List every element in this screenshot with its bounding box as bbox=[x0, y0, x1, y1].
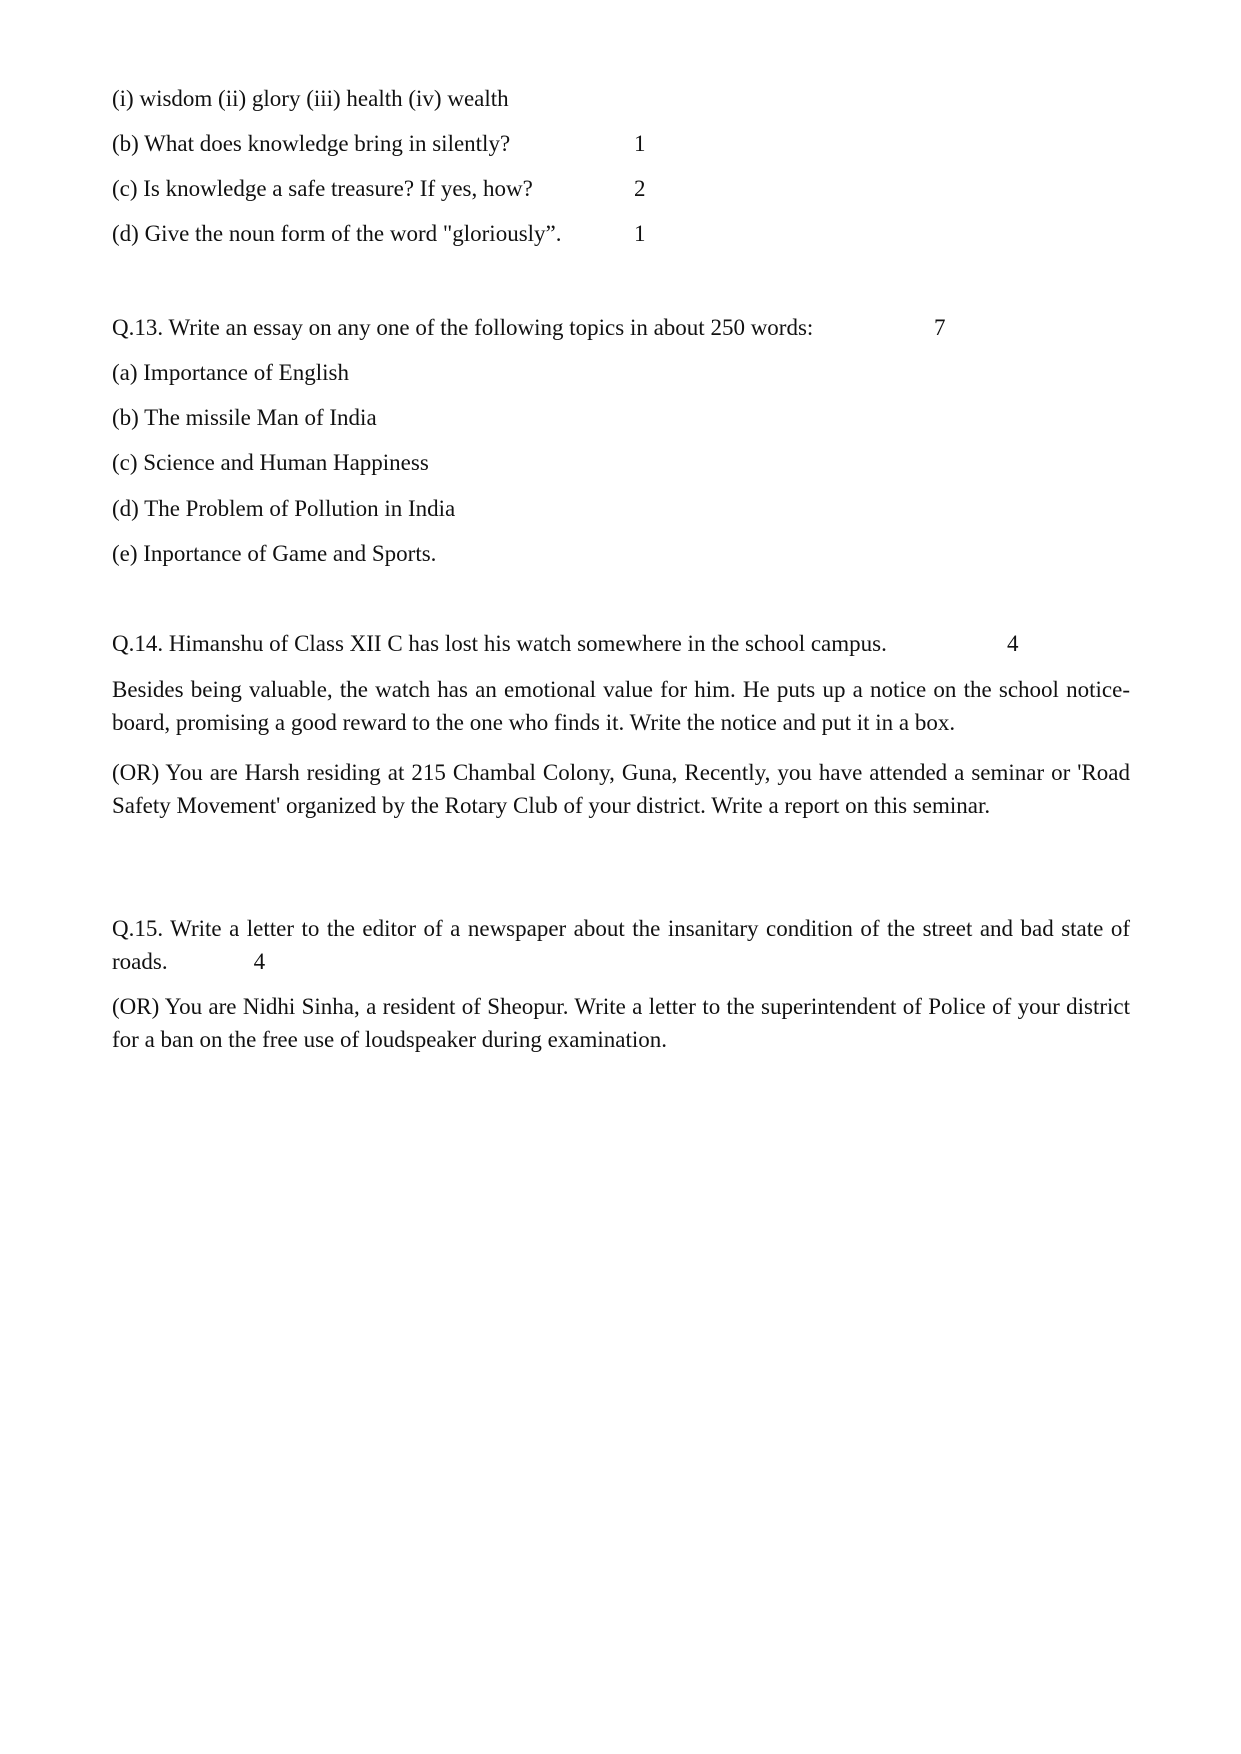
q14-marks: 4 bbox=[1007, 631, 1019, 656]
q13-topic-c: (c) Science and Human Happiness bbox=[112, 450, 429, 475]
q13-topic-e: (e) Inportance of Game and Sports. bbox=[112, 541, 437, 566]
q15-marks: 4 bbox=[253, 949, 266, 974]
q13-marks: 7 bbox=[934, 315, 946, 340]
q14-question: Q.14. Himanshu of Class XII C has lost his watch somewhere in the school campus. bbox=[112, 631, 887, 656]
q13-topic-b: (b) The missile Man of India bbox=[112, 405, 377, 430]
q15-or-text: (OR) You are Nidhi Sinha, a resident of Sheopur. Write a letter to the superintendent of Police of your district for a ban on the free use of loudspeaker during examination. bbox=[112, 994, 1130, 1052]
q15-question-text: Q.15. Write a letter to the editor of a newspaper about the insanitary condition of the street and bad state of roads. bbox=[112, 916, 1130, 974]
q14-or-text: (OR) You are Harsh residing at 215 Chambal Colony, Guna, Recently, you have attended a seminar or 'Road Safety Movement' organized by the Rotary Club of your district. Write a report on this seminar. bbox=[112, 760, 1130, 818]
q12-item-c-marks: 2 bbox=[634, 176, 646, 201]
q12-item-d-marks: 1 bbox=[634, 221, 646, 246]
q13-topic-d: (d) The Problem of Pollution in India bbox=[112, 496, 456, 521]
q12-item-c: (c) Is knowledge a safe treasure? If yes, how? bbox=[112, 176, 533, 201]
q13-question: Q.13. Write an essay on any one of the following topics in about 250 words: bbox=[112, 315, 814, 340]
q15-question bbox=[112, 912, 1130, 978]
q12-item-b: (b) What does knowledge bring in silently? bbox=[112, 131, 511, 156]
q14-body: Besides being valuable, the watch has an emotional value for him. He puts up a notice on the school notice-board, promising a good reward to the one who finds it. Write the notice and put it in a box. bbox=[112, 677, 1130, 735]
q13-topic-a: (a) Importance of English bbox=[112, 360, 349, 385]
q12-item-d: (d) Give the noun form of the word "gloriously”. bbox=[112, 221, 562, 246]
q12-item-b-marks: 1 bbox=[634, 131, 646, 156]
q12-options: (i) wisdom (ii) glory (iii) health (iv) wealth bbox=[112, 86, 509, 111]
